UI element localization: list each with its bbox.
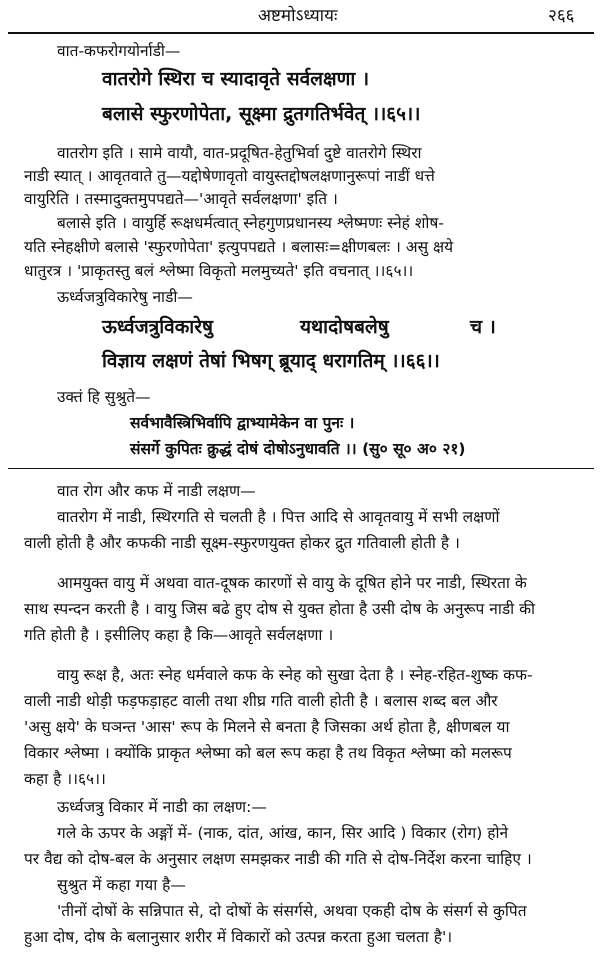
verse-66-line-2: विज्ञाय लक्षणं तेषां भिषग् ब्रूयाद् धरागतिम् ।।६६।। (102, 350, 440, 372)
sushruta-quote-line-1: सर्वभावैस्त्रिभिर्वापि द्वाभ्यामेकेन वा पुनः । (130, 414, 355, 432)
hindi-line: आमयुक्त वायु में अथवा वात-दूषक कारणों से वायु के दूषित होने पर नाडी, स्थिरता के (57, 574, 527, 592)
sushruta-quote-line-2: संसर्गे कुपितः क्रुद्धं दोषं दोषोऽनुधावति ।। (सु० सू० अ० २१) (130, 440, 466, 458)
hindi-line: वातरोग में नाडी, स्थिरगति से चलती है । पित्त आदि से आवृतवायु में सभी लक्षणों (57, 508, 500, 526)
hindi-heading-2: ऊर्ध्वजत्रु विकार में नाडी का लक्षण:— (57, 798, 267, 816)
page-number: २६६ (548, 6, 575, 26)
hindi-line: गति होती है । इसीलिए कहा है कि—आवृते सर्वलक्षणा । (24, 626, 334, 644)
hindi-line: वाली नाडी थोड़ी फड़फड़ाहट वाली तथा शीघ्र गति वाली होती है । बलास शब्द बल और (24, 692, 498, 710)
running-header-title: अष्टमोऽध्यायः (258, 6, 338, 26)
hindi-heading-1: वात रोग और कफ में नाडी लक्षण— (57, 482, 256, 500)
citation-intro: उक्तं हि सुश्रुते— (57, 388, 151, 406)
hindi-line: गले के ऊपर के अङ्गों में- (नाक, दांत, आंख, कान, सिर आदि ) विकार (रोग) होने (57, 824, 509, 842)
commentary-line: वातरोग इति । सामे वायौ, वात-प्रदूषित-हेतुभिर्वा दुष्टे वातरोगे स्थिरा (57, 144, 422, 162)
commentary-line: धातुरत्र । 'प्राकृतस्तु बलं श्लेष्मा विकृतो मलमुच्यते' इति वचनात् ।।६५।। (24, 262, 414, 280)
hindi-line: पर वैद्य को दोष-बल के अनुसार लक्षण समझकर नाडी की गति से दोष-निर्देश करना चाहिए । (24, 850, 532, 868)
hindi-line: वायु रूक्ष है, अतः स्नेह धर्मवाले कफ के स्नेह को सुखा देता है । स्नेह-रहित-शुष्क कफ- (57, 666, 533, 684)
hindi-line: कहा है ।।६५।। (24, 770, 106, 788)
header-rule (8, 32, 594, 34)
hindi-line: 'तीनों दोषों के सन्निपात से, दो दोषों के संसर्गसे, अथवा एकही दोष के संसर्ग से कुपित (57, 902, 527, 920)
hindi-line: साथ स्पन्दन करती है । वायु जिस बढे हुए दोष से युक्त होता है उसी दोष के अनुरूप नाडी की (24, 600, 536, 618)
commentary-line: यति स्नेहक्षीणे बलासे 'स्फुरणोपेता' इत्युपपद्यते । बलासः=क्षीणबलः । असु क्षये (24, 238, 454, 256)
commentary-line: नाडी स्यात् । आवृतवाते तु—यद्दोषेणावृतो वायुस्तद्दोषलक्षणानुरूपां नाडीं धत्ते (24, 167, 435, 185)
verse-66-line-1b: यथादोषबलेषु (300, 316, 389, 338)
sanskrit-heading-1: वात-कफरोगयोर्नाडी— (57, 42, 181, 60)
verse-66-line-1c: च । (470, 316, 496, 338)
verse-65-line-2: बलासे स्फुरणोपेता, सूक्ष्मा द्रुतगतिर्भवेत् ।।६५।। (102, 103, 421, 125)
verse-66-line-1a: ऊर्ध्वजत्रुविकारेषु (102, 316, 213, 338)
commentary-line: बलासे इति । वायुर्हि रूक्षधर्मत्वात् स्नेहगुणप्रधानस्य श्लेष्मणः स्नेहं शोष- (57, 214, 444, 232)
hindi-line: 'असु क्षये' के घञन्त 'आस' रूप के मिलने से बनता है जिसका अर्थ होता है, क्षीणबल या (24, 718, 510, 736)
verse-65-line-1: वातरोगे स्थिरा च स्यादावृते सर्वलक्षणा । (102, 68, 370, 90)
hindi-line: विकार श्लेष्मा । क्योंकि प्राकृत श्लेष्मा को बल रूप कहा है तथ विकृत श्लेष्मा को मलरूप (24, 744, 512, 762)
hindi-line: हुआ दोष, दोष के बलानुसार शरीर में विकारों को उत्पन्न करता हुआ चलता है'। (24, 928, 453, 946)
hindi-line: सुश्रुत में कहा गया है— (57, 876, 186, 894)
commentary-line: वायुरिति । तस्मादुक्तमुपपद्यते—'आवृते सर्वलक्षणा' इति । (24, 190, 338, 208)
hindi-line: वाली होती है और कफकी नाडी सूक्ष्म-स्फुरणयुक्त होकर द्रुत गतिवाली होती है । (24, 534, 460, 552)
section-divider (8, 468, 594, 469)
sanskrit-heading-2: ऊर्ध्वजत्रुविकारेषु नाडी— (57, 288, 193, 306)
